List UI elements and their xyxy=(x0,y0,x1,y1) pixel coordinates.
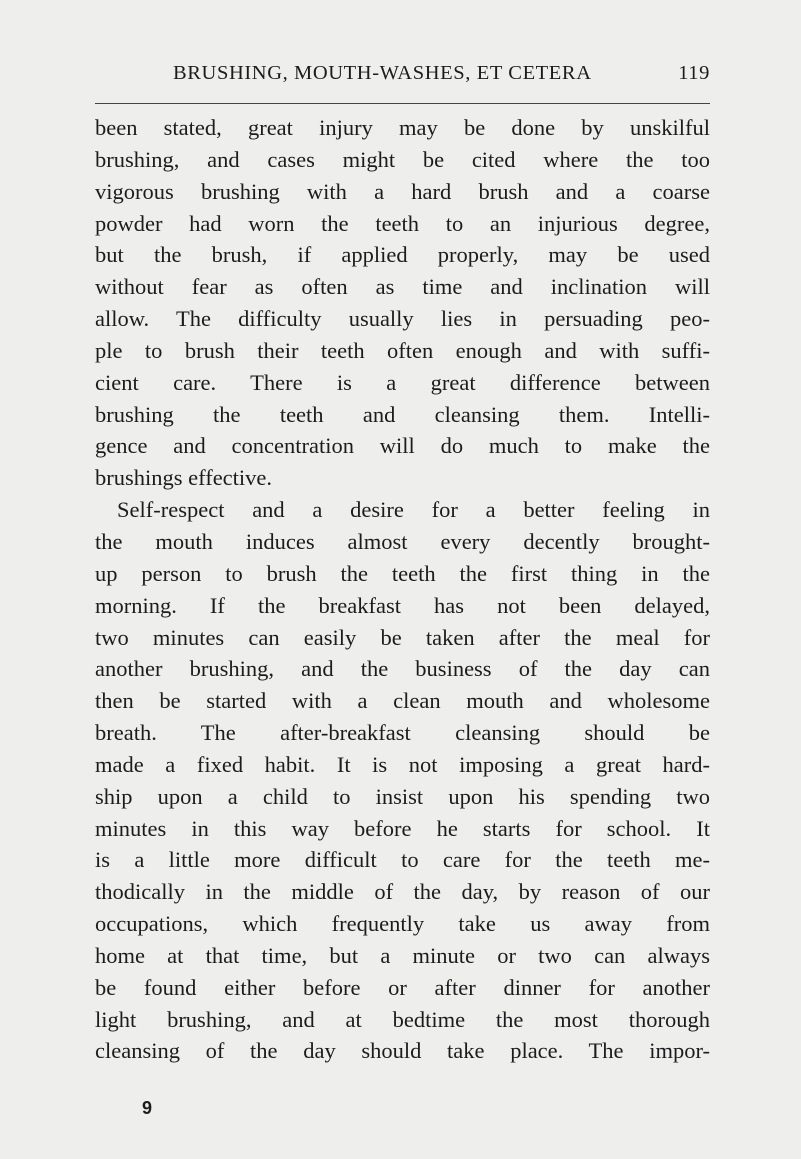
signature-mark: 9 xyxy=(142,1098,153,1118)
paragraph-start-line: Self-respect and a desire for a better feeling in xyxy=(117,497,710,523)
text-line: but the brush, if applied properly, may be used xyxy=(95,242,710,268)
text-line: up person to brush the teeth the first thing in the xyxy=(95,560,710,586)
running-header xyxy=(95,62,710,92)
text-line: be found either before or after dinner for another xyxy=(95,974,710,1000)
text-line: home at that time, but a minute or two can always xyxy=(95,942,710,968)
body-text xyxy=(95,112,710,1067)
text-line: cient care. There is a great difference between xyxy=(95,369,710,395)
text-line: then be started with a clean mouth and wholesome xyxy=(95,688,710,714)
header-rule xyxy=(95,103,710,104)
text-line: morning. If the breakfast has not been delayed, xyxy=(95,592,710,618)
text-line: another brushing, and the business of the day can xyxy=(95,656,710,682)
text-line: light brushing, and at bedtime the most thorough xyxy=(95,1006,710,1032)
text-line: thodically in the middle of the day, by reason of our xyxy=(95,879,710,905)
text-line: brushing, and cases might be cited where the too xyxy=(95,146,710,172)
text-line: made a fixed habit. It is not imposing a great hard- xyxy=(95,751,710,777)
text-line: ple to brush their teeth often enough and with suffi- xyxy=(95,337,710,363)
text-line: allow. The difficulty usually lies in persuading peo- xyxy=(95,306,710,332)
text-line: minutes in this way before he starts for school. It xyxy=(95,815,710,841)
text-line: the mouth induces almost every decently brought- xyxy=(95,528,710,554)
text-line: brushing the teeth and cleansing them. Intelli- xyxy=(95,401,710,427)
text-line: been stated, great injury may be done by unskilful xyxy=(95,115,710,140)
text-line: powder had worn the teeth to an injurious degree, xyxy=(95,210,710,236)
page-number: 119 xyxy=(678,62,710,84)
text-line: breath. The after-breakfast cleansing should be xyxy=(95,720,710,746)
paragraph-end-line: brushings effective. xyxy=(95,465,273,491)
text-line: cleansing of the day should take place. The impor- xyxy=(95,1038,710,1064)
text-line: without fear as often as time and inclination will xyxy=(95,274,710,300)
text-line: gence and concentration will do much to make the xyxy=(95,433,710,459)
running-title: BRUSHING, MOUTH-WASHES, ET CETERA xyxy=(173,62,592,84)
text-line: occupations, which frequently take us away from xyxy=(95,911,710,937)
text-line: is a little more difficult to care for the teeth me- xyxy=(95,847,710,873)
text-line: vigorous brushing with a hard brush and a coarse xyxy=(95,178,710,204)
text-line: ship upon a child to insist upon his spending two xyxy=(95,783,710,809)
text-line: two minutes can easily be taken after the meal for xyxy=(95,624,710,650)
